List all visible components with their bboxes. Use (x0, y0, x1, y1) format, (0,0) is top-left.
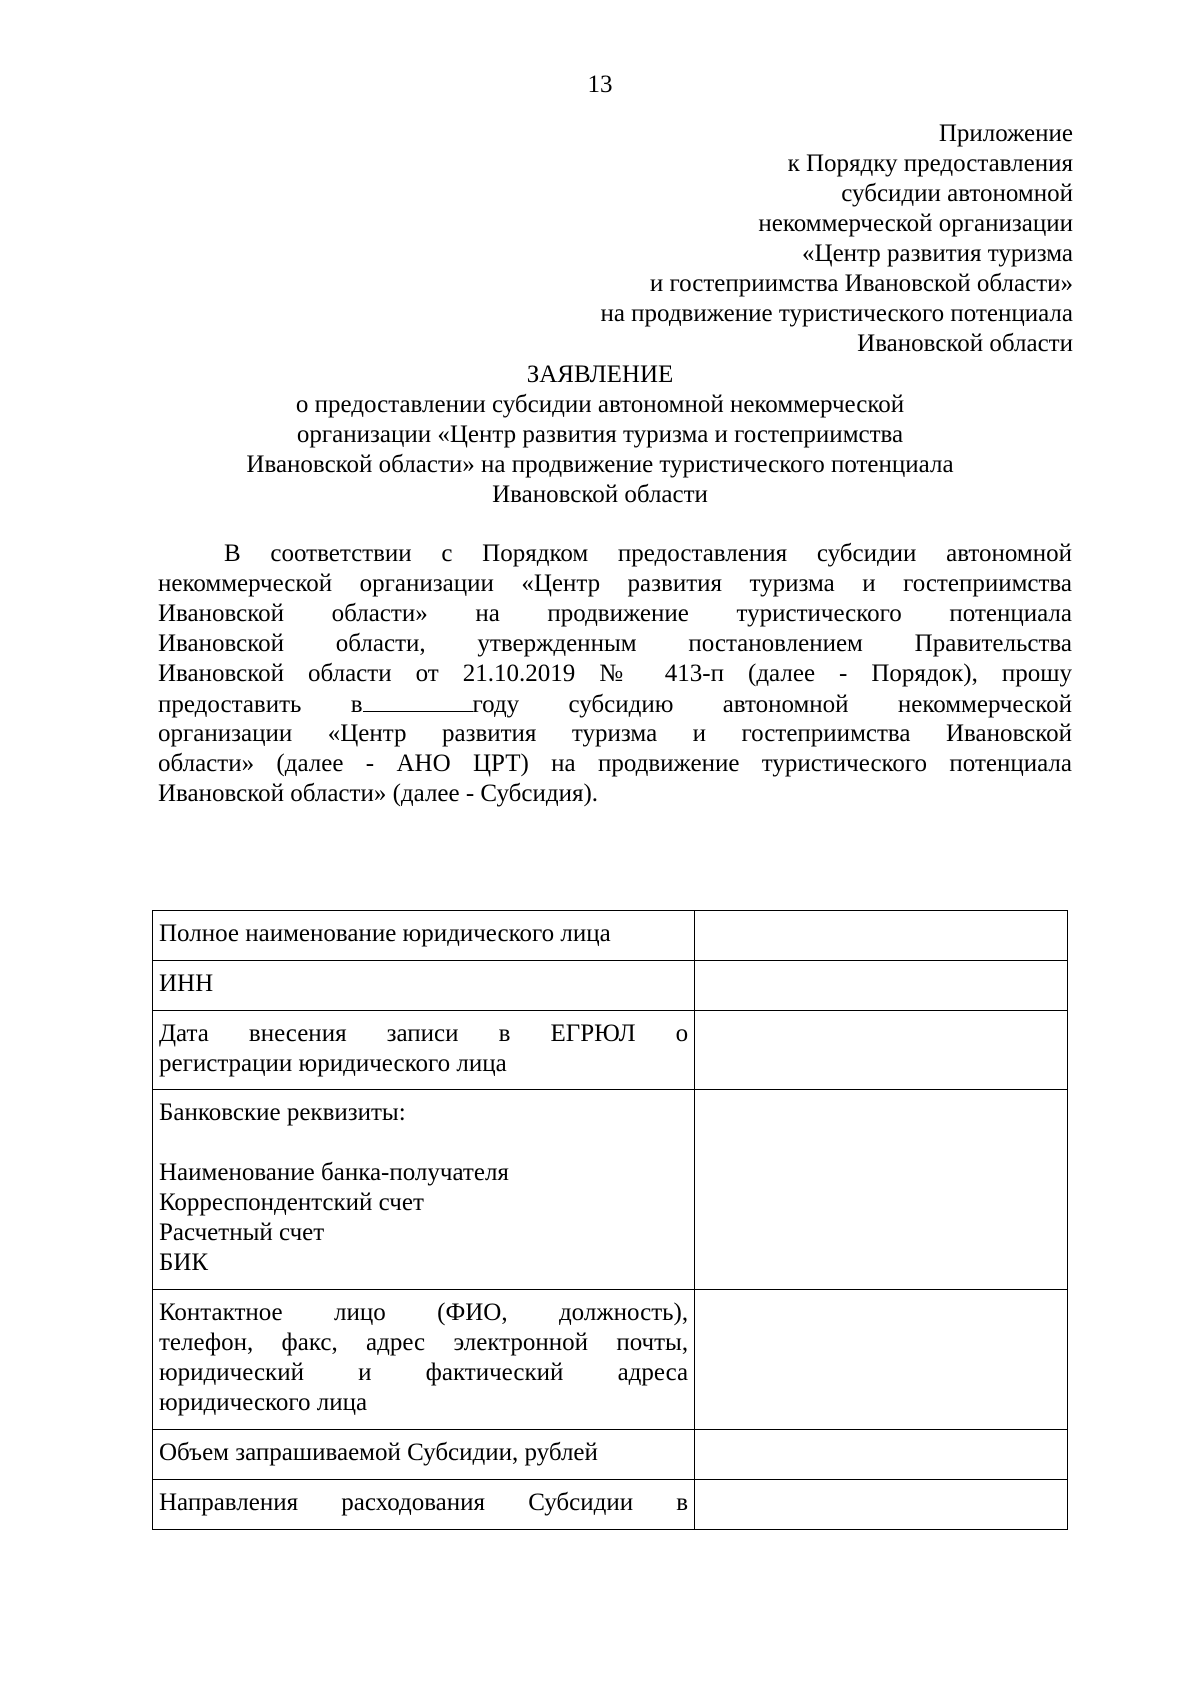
table-row (153, 1011, 1068, 1090)
row-value-cell[interactable] (695, 1480, 1068, 1530)
label-text: ИНН (159, 970, 214, 997)
subtitle-line: о предоставлении субсидии автономной некоммерческой (295, 391, 905, 418)
label-text: Наименование банка-получателя (159, 1159, 509, 1186)
appendix-header (600, 119, 1073, 359)
table-row (153, 1480, 1068, 1530)
year-blank-field[interactable] (363, 689, 473, 712)
row-value-cell[interactable] (695, 1090, 1068, 1290)
body-line: Ивановской области» (далее - Субсидия). (158, 780, 599, 807)
appendix-line: на продвижение туристического потенциала (600, 300, 1073, 327)
body-line: некоммерческой организации «Центр развития туризма и гостеприимства (158, 570, 1072, 597)
label-text: Объем запрашиваемой Субсидии, рублей (159, 1439, 598, 1466)
label-text: юридического лица (159, 1389, 368, 1416)
body-text-fragment: году субсидию автономной некоммерческой (472, 691, 1072, 718)
table-row (153, 1090, 1068, 1290)
label-text: Банковские реквизиты: (159, 1099, 406, 1126)
page-number: 13 (587, 71, 613, 98)
document-subtitle (0, 390, 1200, 510)
row-value-cell[interactable] (695, 911, 1068, 961)
application-form-table (152, 910, 1068, 1530)
subtitle-line: организации «Центр развития туризма и гостеприимства (296, 421, 904, 448)
label-text: Полное наименование юридического лица (159, 920, 611, 947)
row-label (153, 1011, 695, 1090)
appendix-line: некоммерческой организации (758, 210, 1073, 237)
table-row (153, 961, 1068, 1011)
row-label (153, 1290, 695, 1430)
document-title: ЗАЯВЛЕНИЕ (526, 361, 674, 388)
body-line: Ивановской области, утвержденным постановлением Правительства (158, 630, 1072, 657)
row-label (153, 961, 695, 1011)
row-label (153, 911, 695, 961)
body-line: области» (далее - АНО ЦРТ) на продвижение туристического потенциала (158, 750, 1072, 777)
row-label (153, 1480, 695, 1530)
body-line-year (158, 689, 1072, 719)
row-value-cell[interactable] (695, 1290, 1068, 1430)
label-text: юридический и фактический адреса (159, 1359, 689, 1386)
subtitle-line: Ивановской области (492, 481, 708, 508)
application-body (158, 539, 1072, 809)
row-value-cell[interactable] (695, 1430, 1068, 1480)
row-value-cell[interactable] (695, 961, 1068, 1011)
subtitle-line: Ивановской области» на продвижение туристического потенциала (246, 451, 954, 478)
label-text: Корреспондентский счет (159, 1189, 424, 1216)
body-line: организации «Центр развития туризма и гостеприимства Ивановской (158, 720, 1072, 747)
appendix-line: к Порядку предоставления (787, 150, 1073, 177)
label-text: Контактное лицо (ФИО, должность), (159, 1299, 689, 1326)
table-row (153, 1430, 1068, 1480)
table-row (153, 911, 1068, 961)
body-line: Ивановской области» на продвижение туристического потенциала (158, 600, 1072, 627)
appendix-line: субсидии автономной (841, 180, 1073, 207)
label-text: БИК (159, 1249, 209, 1276)
row-label (153, 1090, 695, 1290)
appendix-line: и гостеприимства Ивановской области» (649, 270, 1073, 297)
appendix-line: Ивановской области (857, 330, 1073, 357)
row-label (153, 1430, 695, 1480)
table-row (153, 1290, 1068, 1430)
label-text: Расчетный счет (159, 1219, 325, 1246)
appendix-line: «Центр развития туризма (802, 240, 1073, 267)
label-text: регистрации юридического лица (159, 1050, 507, 1077)
label-text: телефон, факс, адрес электронной почты, (159, 1329, 689, 1356)
appendix-line: Приложение (938, 120, 1073, 147)
body-text-fragment: предоставить в (158, 691, 363, 718)
body-line: Ивановской области от 21.10.2019 № 413-п (далее - Порядок), прошу (158, 660, 1072, 687)
row-value-cell[interactable] (695, 1011, 1068, 1090)
label-text: Дата внесения записи в ЕГРЮЛ о (159, 1020, 689, 1047)
label-text: Направления расходования Субсидии в (159, 1489, 689, 1516)
body-line: В соответствии с Порядком предоставления субсидии автономной (224, 540, 1072, 567)
